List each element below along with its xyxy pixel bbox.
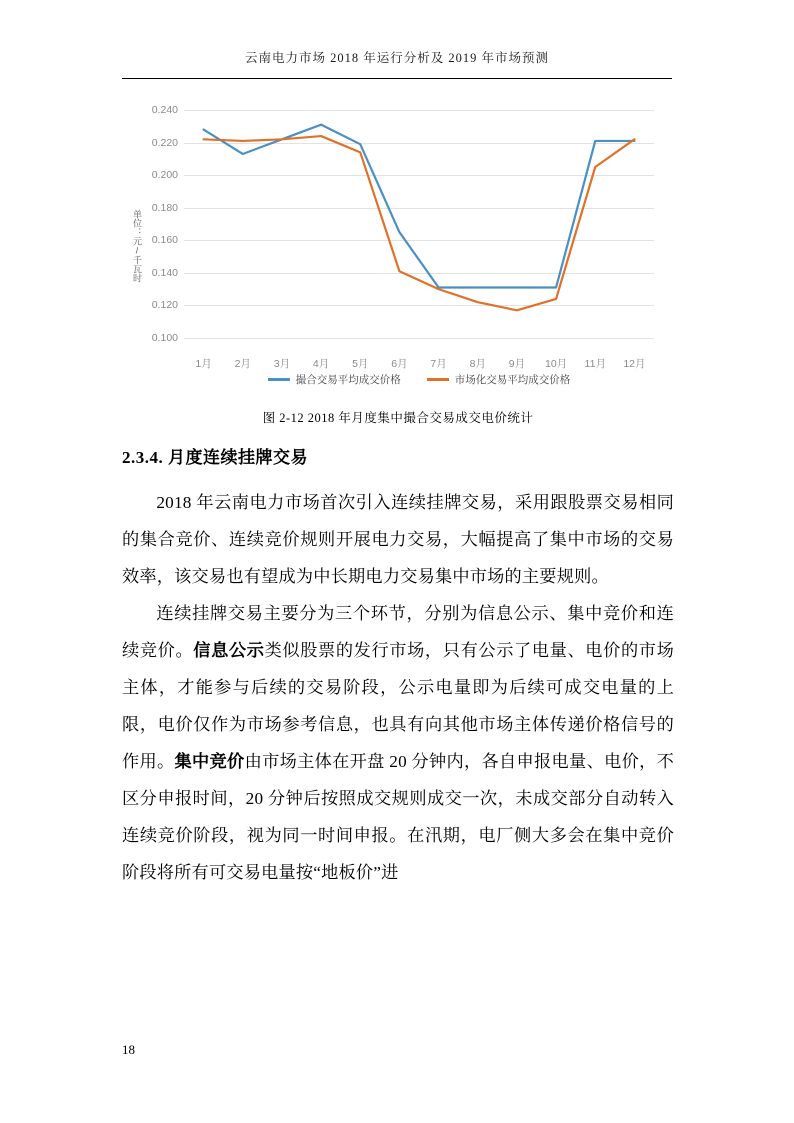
x-tick-label: 5月 (352, 358, 369, 370)
figure-chart (122, 96, 674, 396)
x-tick-label: 10月 (544, 358, 568, 370)
page-number: 18 (122, 1042, 135, 1057)
y-tick-label: 0.140 (151, 266, 178, 279)
paragraph-2-run-3: 由市场主体在开盘 20 分钟内，各自申报电量、电价，不区分申报时间，20 分钟后按照成交规则成交一次，未成交部分自动转入连续竞价阶段，视为同一时间申报。在汛期，电厂侧大多会在集中竞价阶段将所有可交易电量按“地板价”进 (122, 752, 674, 882)
paragraph-2 (122, 595, 674, 891)
body-text (122, 484, 674, 891)
legend-item-0 (268, 372, 401, 387)
legend-label: 撮合交易平均成交价格 (295, 374, 401, 386)
x-tick-label: 8月 (469, 358, 486, 370)
x-tick-label: 12月 (623, 358, 646, 370)
header-divider (122, 78, 672, 79)
y-tick-label: 0.100 (151, 332, 178, 344)
legend-label: 市场化交易平均成交价格 (454, 374, 571, 386)
gridline (151, 332, 654, 344)
paragraph-2-bold-2: 集中竞价 (174, 752, 245, 771)
chart-plot-area (151, 104, 654, 370)
y-tick-label: 0.240 (151, 104, 178, 116)
paragraph-2-run-2: 类似股票的发行市场，只有公示了电量、电价的市场主体，才能参与后续的交易阶段，公示电量即为后续可成交电量的上限，电价仅作为市场参考信息，也具有向其他市场主体传递价格信号的作用。 (122, 641, 674, 771)
x-tick-label: 6月 (391, 358, 408, 370)
y-tick-label: 0.200 (151, 169, 178, 182)
x-tick-label: 9月 (508, 358, 526, 370)
running-header: 云南电力市场 2018 年运行分析及 2019 年市场预测 (244, 51, 549, 65)
section-heading: 2.3.4. 月度连续挂牌交易 (122, 448, 308, 467)
y-tick-label: 0.220 (151, 136, 178, 149)
paragraph-2-bold-1: 信息公示 (193, 641, 265, 660)
x-tick-label: 3月 (273, 358, 291, 370)
x-tick-label: 1月 (195, 358, 212, 370)
x-tick-label: 4月 (312, 358, 330, 370)
x-tick-label: 2月 (234, 358, 251, 370)
x-tick-label: 7月 (430, 358, 447, 370)
legend-swatch-icon (268, 378, 290, 381)
legend-item-1 (427, 372, 571, 387)
paragraph-1: 2018 年云南电力市场首次引入连续挂牌交易，采用跟股票交易相同的集合竞价、连续竞价规则开展电力交易，大幅提高了集中市场的交易效率，该交易也有望成为中长期电力交易集中市场的主要规则。 (122, 493, 674, 586)
figure-caption: 图 2-12 2018 年月度集中撮合交易成交电价统计 (262, 411, 534, 425)
legend-swatch-icon (427, 378, 449, 381)
chart-series-svg (184, 110, 654, 338)
paragraph-2-run-1: 连续挂牌交易主要分为三个环节，分别为信息公示、集中竞价和连续竞价。 (122, 604, 674, 660)
y-tick-label: 0.160 (151, 234, 178, 247)
y-tick-label: 0.180 (151, 201, 178, 214)
y-tick-label: 0.120 (151, 299, 178, 312)
x-tick-label: 11月 (584, 358, 606, 370)
chart-y-axis-label: 单位：元/千瓦时 (132, 209, 142, 283)
chart-legend (184, 372, 654, 387)
